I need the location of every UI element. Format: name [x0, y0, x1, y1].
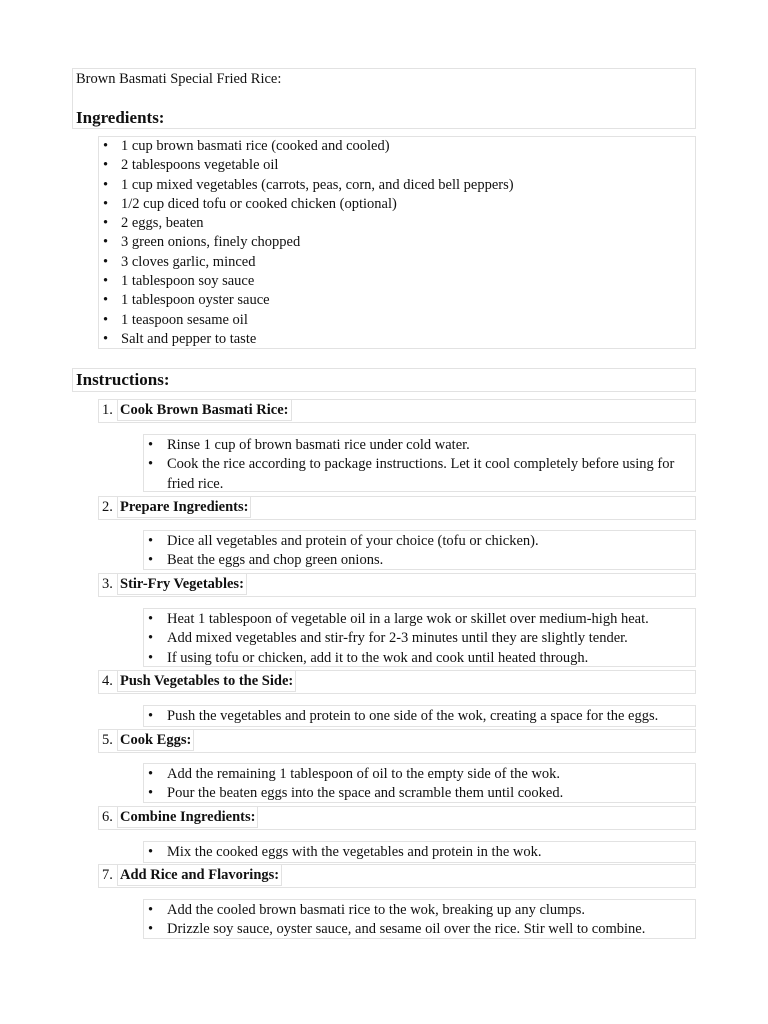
- step-7-details: [143, 899, 696, 939]
- step-4: [98, 670, 696, 694]
- step-item: • Beat the eggs and chop green onions.: [144, 551, 695, 570]
- step-1: [98, 399, 696, 423]
- step-5: [98, 729, 696, 753]
- ingredient-item: • 1 tablespoon soy sauce: [99, 272, 514, 291]
- step-number: 6.: [102, 809, 113, 825]
- step-4-list: [144, 707, 695, 726]
- step-title: Prepare Ingredients:: [120, 499, 249, 515]
- step-title-box: [117, 729, 194, 751]
- step-item: • Drizzle soy sauce, oyster sauce, and sesame oil over the rice. Stir well to combine.: [144, 920, 695, 939]
- step-7: [98, 864, 696, 888]
- ingredients-list: [99, 137, 514, 349]
- step-title-box: [117, 864, 282, 886]
- ingredient-item: • 3 green onions, finely chopped: [99, 233, 514, 252]
- step-6-list: [144, 843, 695, 862]
- ingredient-item: • 2 tablespoons vegetable oil: [99, 156, 514, 175]
- step-item: • Push the vegetables and protein to one side of the wok, creating a space for the eggs.: [144, 707, 695, 726]
- step-2: [98, 496, 696, 520]
- step-item: • Pour the beaten eggs into the space and scramble them until cooked.: [144, 784, 695, 803]
- step-number: 4.: [102, 673, 113, 689]
- recipe-header: [72, 68, 696, 129]
- instructions-heading: Instructions:: [76, 370, 170, 389]
- step-title: Cook Eggs:: [120, 732, 192, 748]
- step-item: • Add the cooled brown basmati rice to the wok, breaking up any clumps.: [144, 901, 695, 920]
- step-7-list: [144, 901, 695, 940]
- step-title-box: [117, 806, 258, 828]
- step-item: • Add mixed vegetables and stir-fry for 2-3 minutes until they are slightly tender.: [144, 629, 695, 648]
- step-item: • Add the remaining 1 tablespoon of oil to the empty side of the wok.: [144, 765, 695, 784]
- step-item: • Mix the cooked eggs with the vegetables and protein in the wok.: [144, 843, 695, 862]
- step-5-list: [144, 765, 695, 804]
- step-title: Stir-Fry Vegetables:: [120, 576, 244, 592]
- step-5-details: [143, 763, 696, 803]
- step-item: • If using tofu or chicken, add it to the wok and cook until heated through.: [144, 649, 695, 668]
- step-3-list: [144, 610, 695, 668]
- ingredient-item: • 1 tablespoon oyster sauce: [99, 291, 514, 310]
- ingredients-heading: Ingredients:: [76, 108, 165, 127]
- step-3: [98, 573, 696, 597]
- step-2-details: [143, 530, 696, 570]
- ingredient-item: • 1 cup mixed vegetables (carrots, peas, corn, and diced bell peppers): [99, 176, 514, 195]
- step-title-box: [117, 496, 251, 518]
- ingredient-item: • Salt and pepper to taste: [99, 330, 514, 349]
- step-6: [98, 806, 696, 830]
- step-3-details: [143, 608, 696, 667]
- step-number: 1.: [102, 402, 113, 418]
- ingredient-item: • 2 eggs, beaten: [99, 214, 514, 233]
- step-item: • Dice all vegetables and protein of your choice (tofu or chicken).: [144, 532, 695, 551]
- step-title-box: [117, 399, 292, 421]
- step-number: 2.: [102, 499, 113, 515]
- step-6-details: [143, 841, 696, 863]
- ingredients-list-box: [98, 136, 696, 349]
- step-number: 3.: [102, 576, 113, 592]
- ingredient-item: • 3 cloves garlic, minced: [99, 253, 514, 272]
- step-title: Push Vegetables to the Side:: [120, 673, 294, 689]
- ingredient-item: • 1 cup brown basmati rice (cooked and cooled): [99, 137, 514, 156]
- step-4-details: [143, 705, 696, 727]
- step-item: • Heat 1 tablespoon of vegetable oil in a large wok or skillet over medium-high heat.: [144, 610, 695, 629]
- instructions-header: [72, 368, 696, 392]
- step-1-list: [144, 436, 695, 494]
- recipe-title: Brown Basmati Special Fried Rice:: [76, 71, 282, 87]
- step-title-box: [117, 670, 296, 692]
- step-title-box: [117, 573, 247, 595]
- step-title: Cook Brown Basmati Rice:: [120, 402, 289, 418]
- step-1-details: [143, 434, 696, 492]
- ingredient-item: • 1 teaspoon sesame oil: [99, 311, 514, 330]
- ingredient-item: • 1/2 cup diced tofu or cooked chicken (optional): [99, 195, 514, 214]
- step-item: • Rinse 1 cup of brown basmati rice under cold water.: [144, 436, 695, 455]
- step-2-list: [144, 532, 695, 571]
- step-number: 5.: [102, 732, 113, 748]
- step-number: 7.: [102, 867, 113, 883]
- step-item: • Cook the rice according to package instructions. Let it cool completely before using for fried rice.: [144, 455, 695, 494]
- step-title: Add Rice and Flavorings:: [120, 867, 280, 883]
- step-title: Combine Ingredients:: [120, 809, 256, 825]
